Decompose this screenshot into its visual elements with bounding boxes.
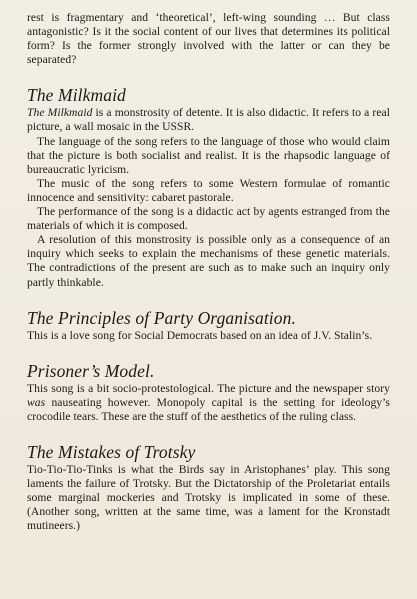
italic-title: The Milkmaid [27, 106, 93, 120]
body-paragraph: The music of the song refers to some Western formulae of romantic innocence and sensitivity: cabaret pastorale. [27, 176, 390, 204]
paragraph-text: is a monstrosity of detente. It is also didactic. It refers to a real picture, a wall mosaic in the USSR. [27, 106, 391, 134]
paragraph-text: nauseating however. Monopoly capital is the setting for ideology’s crocodile tears. These are the stuff of the aesthetics of the ruling class. [27, 395, 390, 423]
section-prisoners-model [27, 362, 390, 424]
section-heading: The Mistakes of Trotsky [27, 441, 196, 462]
body-paragraph: The performance of the song is a didactic act by agents estranged from the materials of which it is composed. [27, 205, 390, 233]
section-heading: The Milkmaid [27, 85, 126, 106]
section-heading: Prisoner’s Model. [27, 360, 155, 381]
body-paragraph [27, 106, 390, 134]
emphasis-text: was [27, 395, 46, 409]
section-party-organisation [27, 309, 390, 343]
section-mistakes-of-trotsky [27, 443, 390, 533]
body-paragraph [27, 382, 390, 424]
section-heading: The Principles of Party Organisation. [27, 307, 296, 328]
body-paragraph: The language of the song refers to the language of those who would claim that the picture is both socialist and realist. It is the rhapsodic language of bureaucratic lyricism. [27, 134, 390, 176]
body-paragraph: Tio-Tio-Tio-Tinks is what the Birds say in Aristophanes’ play. This song laments the failure of Trotsky. But the Dictatorship of the Proletariat entails some marginal mockeries and Trotsky is implicated in some of these. (Another song, written at the same time, was a lament for the Kronstadt mutineers.) [27, 462, 390, 533]
intro-paragraph: rest is fragmentary and ‘theoretical’, left-wing sounding … But class antagonistic? Is it the social content of our lives that determines its political form? Is the former strongly involved with the latter or can they be separated? [27, 11, 390, 67]
body-paragraph: This is a love song for Social Democrats based on an idea of J.V. Stalin’s. [27, 328, 373, 342]
body-paragraph: A resolution of this monstrosity is possible only as a consequence of an inquiry which seeks to explain the mechanisms of these genetic materials. The contradictions of the present are such as to make such an inquiry only partly thinkable. [27, 233, 390, 289]
section-milkmaid [27, 86, 390, 289]
paragraph-text: This song is a bit socio-protestological. The picture and the newspaper story [27, 381, 390, 395]
